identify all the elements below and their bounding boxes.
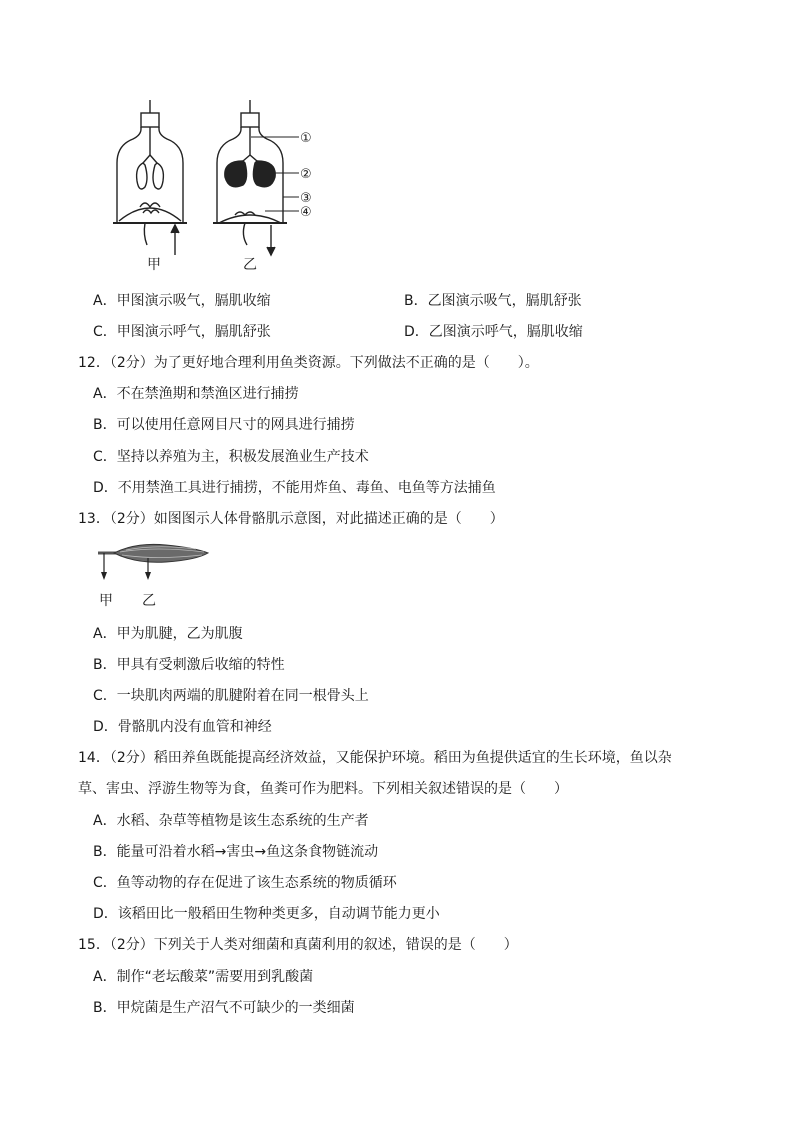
marker-3: ③ — [300, 191, 312, 206]
q15-option-b: B．甲烷菌是生产沼气不可缺少的一类细菌 — [93, 1000, 355, 1016]
muscle-label-yi: 乙 — [142, 593, 156, 609]
q12-option-a: A．不在禁渔期和禁渔区进行捕捞 — [93, 386, 299, 402]
q13-option-c: C．一块肌肉两端的肌腱附着在同一根骨头上 — [93, 688, 369, 704]
bell-jar-figure — [105, 95, 335, 275]
q12-option-b: B．可以使用任意网目尺寸的网具进行捕捞 — [93, 417, 355, 433]
q13-option-b: B．甲具有受刺激后收缩的特性 — [93, 657, 285, 673]
marker-1: ① — [300, 131, 312, 146]
q15-stem: 15．（2分）下列关于人类对细菌和真菌利用的叙述，错误的是（ ） — [78, 937, 518, 953]
q13-option-a: A．甲为肌腱，乙为肌腹 — [93, 626, 243, 642]
q12-option-d: D．不用禁渔工具进行捕捞，不能用炸鱼、毒鱼、电鱼等方法捕鱼 — [93, 480, 496, 496]
q11-option-d: D．乙图演示呼气，膈肌收缩 — [404, 324, 583, 340]
muscle-label-jia: 甲 — [99, 593, 113, 609]
q13-option-d: D．骨骼肌内没有血管和神经 — [93, 719, 272, 735]
jar-left-label: 甲 — [147, 257, 161, 273]
q15-option-a: A．制作“老坛酸菜”需要用到乳酸菌 — [93, 969, 314, 985]
q14-stem-line1: 14．（2分）稻田养鱼既能提高经济效益，又能保护环境。稻田为鱼提供适宜的生长环境，鱼以杂 — [78, 750, 672, 766]
q14-option-a: A．水稻、杂草等植物是该生态系统的生产者 — [93, 813, 369, 829]
q12-stem: 12．（2分）为了更好地合理利用鱼类资源。下列做法不正确的是（ ）。 — [78, 355, 539, 371]
jar-yi — [213, 100, 299, 255]
q14-stem-line2: 草、害虫、浮游生物等为食，鱼粪可作为肥料。下列相关叙述错误的是（ ） — [78, 781, 568, 797]
jar-jia — [113, 100, 187, 255]
skeletal-muscle-figure — [96, 540, 216, 590]
q11-option-b: B．乙图演示吸气，膈肌舒张 — [404, 293, 582, 309]
q14-option-d: D．该稻田比一般稻田生物种类更多，自动调节能力更小 — [93, 906, 440, 922]
q14-option-b: B．能量可沿着水稻→害虫→鱼这条食物链流动 — [93, 844, 379, 860]
q13-stem: 13．（2分）如图图示人体骨骼肌示意图，对此描述正确的是（ ） — [78, 511, 504, 527]
marker-4: ④ — [300, 205, 312, 220]
marker-2: ② — [300, 167, 312, 182]
q11-option-c: C．甲图演示呼气，膈肌舒张 — [93, 324, 271, 340]
jar-right-label: 乙 — [243, 257, 257, 273]
q14-option-c: C．鱼等动物的存在促进了该生态系统的物质循环 — [93, 875, 397, 891]
q11-option-a: A．甲图演示吸气，膈肌收缩 — [93, 293, 271, 309]
q12-option-c: C．坚持以养殖为主，积极发展渔业生产技术 — [93, 449, 369, 465]
